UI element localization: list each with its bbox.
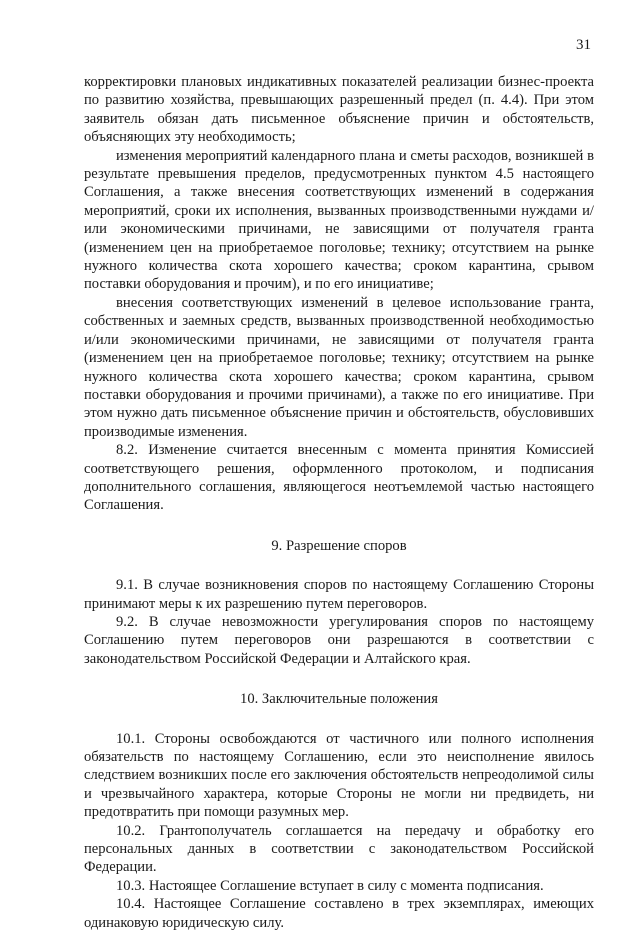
paragraph: корректировки плановых индикативных показателей реализации бизнес-проекта по развитию хозяйства, превышающих разрешенный предел (п. 4.4). При этом заявитель обязан дать письменное объяснение причин и обстоятельств, объясняющих эту необходимость; (84, 74, 594, 146)
section-heading-10: 10. Заключительные положения (240, 691, 438, 708)
paragraph-10-2: 10.2. Грантополучатель соглашается на передачу и обработку его персональных данных в соответствии с законодательством Российской Федерации. (84, 822, 594, 876)
paragraph: изменения мероприятий календарного плана и сметы расходов, возникшей в результате превышения пределов, предусмотренных пунктом 4.5 настоящего Соглашения, а также внесения соответствующих изменений в содержания мероприятий, сроки их исполнения, вызванных производственными нуждами и/или экономическими причинами, не зависящими от получателя гранта (изменением цен на приобретаемое поголовье; технику; отсутствием на рынке нужного количества скота хорошего качества; сроком карантина, срывом поставки оборудования и прочим), и по его инициативе; (84, 147, 594, 293)
paragraph-8-2: 8.2. Изменение считается внесенным с момента принятия Комиссией соответствующего решения, оформленного протоколом, и подписания дополнительного соглашения, являющегося неотъемлемой частью настоящего Соглашения. (84, 442, 594, 514)
paragraph: внесения соответствующих изменений в целевое использование гранта, собственных и заемных средств, вызванных производственной необходимостью и/или экономическими причинами, не зависящими от получателя гранта (изменением цен на приобретаемое поголовье; технику; отсутствием на рынке нужного количества скота хорошего качества; сроком карантина, срывом поставки оборудования и прочими причинами), а также по его инициативе. При этом нужно дать письменное объяснение причин и обстоятельств, обусловивших производимые изменения. (84, 294, 594, 440)
paragraph-10-4: 10.4. Настоящее Соглашение составлено в трех экземплярах, имеющих одинаковую юридическую силу. (84, 896, 594, 931)
paragraph-9-1: 9.1. В случае возникновения споров по настоящему Соглашению Стороны принимают меры к их разрешению путем переговоров. (84, 577, 594, 612)
paragraph-10-1: 10.1. Стороны освобождаются от частичного или полного исполнения обязательств по настоящему Соглашению, если это неисполнение явилось следствием возникших после его заключения обстоятельств непреодолимой силы и чрезвычайного характера, которые Стороны не могли ни предвидеть, ни предотвратить при помощи разумных мер. (84, 730, 594, 821)
page-number: 31 (576, 37, 591, 53)
paragraph-9-2: 9.2. В случае невозможности урегулирования споров по настоящему Соглашению путем переговоров они разрешаются в соответствии с законодательством Российской Федерации и Алтайского края. (84, 613, 594, 667)
document-body (84, 73, 594, 932)
section-heading-9: 9. Разрешение споров (271, 537, 407, 554)
paragraph-10-3: 10.3. Настоящее Соглашение вступает в силу с момента подписания. (116, 877, 544, 894)
